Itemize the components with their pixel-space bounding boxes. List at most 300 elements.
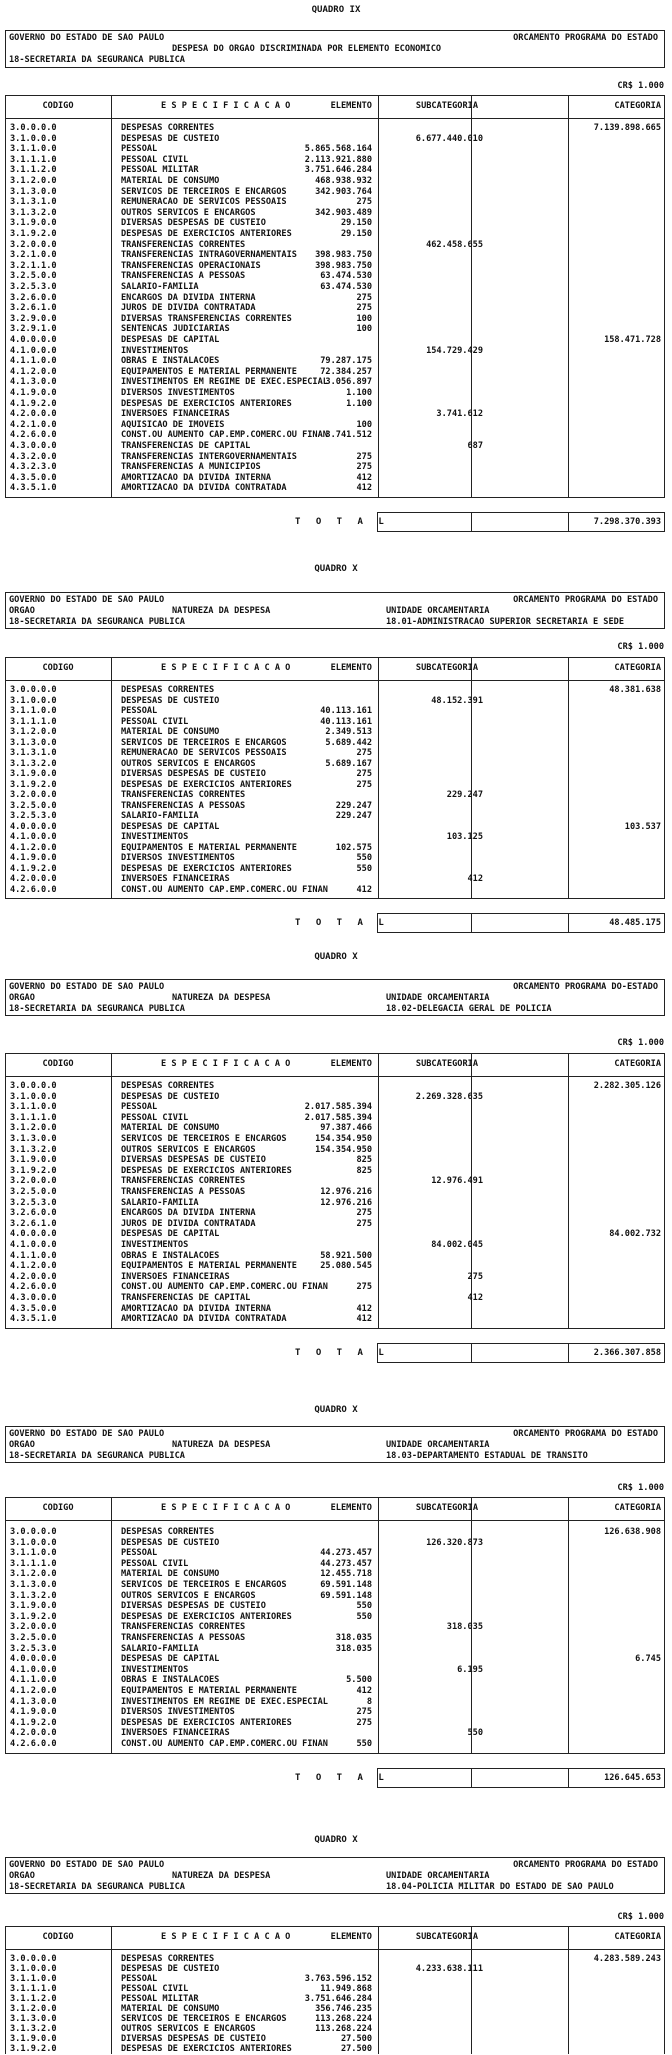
row-elemento: 113.268.224 (315, 2014, 372, 2024)
total-value: 48.485.175 (609, 918, 661, 928)
header-line2-center: NATUREZA DA DESPESA (172, 993, 271, 1003)
row-especificacao: DESPESAS DE EXERCICIOS ANTERIORES (121, 1611, 292, 1622)
row-code: 4.2.0.0.0 (10, 1271, 57, 1282)
header-line2-left: ORGAO (9, 993, 35, 1003)
row-elemento: 58.921.500 (320, 1250, 372, 1261)
row-elemento: 342.903.489 (315, 207, 372, 218)
row-subcategoria: 412 (467, 874, 483, 884)
header-line2-center: NATUREZA DA DESPESA (172, 1440, 271, 1450)
row-code: 4.2.0.0.0 (10, 874, 57, 884)
row-elemento: 3.763.596.152 (304, 1974, 372, 1984)
table-row (6, 378, 664, 388)
row-especificacao: AQUISICAO DE IMOVEIS (121, 419, 225, 430)
row-especificacao: TRANSFERENCIAS DE CAPITAL (121, 1293, 251, 1303)
row-especificacao: TRANSFERENCIAS INTERGOVERNAMENTAIS (121, 451, 297, 462)
table-row (6, 854, 664, 864)
header-line1-left: GOVERNO DO ESTADO DE SAO PAULO (9, 982, 165, 992)
header-line2-left: ORGAO (9, 606, 35, 616)
table-row (6, 1740, 664, 1750)
row-code: 3.1.1.1.0 (10, 154, 57, 165)
row-categoria: 126.638.908 (604, 1527, 661, 1537)
col-header-codigo: CODIGO (42, 101, 74, 111)
row-elemento: 398.983.750 (315, 250, 372, 261)
row-elemento: 412 (356, 483, 372, 494)
row-elemento: 5.689.167 (325, 758, 372, 769)
row-especificacao: MATERIAL DE CONSUMO (121, 727, 220, 737)
row-elemento: 40.113.161 (320, 706, 372, 716)
col-header-elemento: ELEMENTO (330, 1932, 372, 1942)
row-especificacao: INVERSOES FINANCEIRAS (121, 1728, 230, 1739)
row-code: 3.1.1.1.0 (10, 1112, 57, 1123)
row-code: 3.2.0.0.0 (10, 239, 57, 250)
row-categoria: 4.283.589.243 (593, 1954, 661, 1964)
row-code: 3.1.3.2.0 (10, 1590, 57, 1601)
row-code: 3.1.9.0.0 (10, 1155, 57, 1166)
table-row (6, 230, 664, 240)
row-code: 3.1.1.0.0 (10, 144, 57, 155)
table-row (6, 1592, 664, 1602)
header-line1-right: ORCAMENTO PROGRAMA DO ESTADO (513, 595, 658, 605)
table-row (6, 1209, 664, 1219)
total-box (377, 1343, 665, 1363)
row-code: 3.2.5.3.0 (10, 1643, 57, 1654)
header-line3-left: 18-SECRETARIA DA SEGURANCA PUBLICA (9, 55, 185, 65)
row-especificacao: TRANSFERENCIAS CORRENTES (121, 1622, 246, 1633)
header-line3-left: 18-SECRETARIA DA SEGURANCA PUBLICA (9, 1882, 185, 1892)
row-subcategoria: 103.125 (446, 832, 483, 842)
col-header-categoria: CATEGORIA (614, 1932, 661, 1942)
header-line2-right: UNIDADE ORCAMENTARIA (386, 1871, 490, 1881)
col-header-subcategoria: SUBCATEGORIA (415, 1932, 478, 1942)
col-header-subcategoria: SUBCATEGORIA (415, 1503, 478, 1513)
row-subcategoria: 3.741.612 (436, 409, 483, 420)
row-elemento: 2.017.585.394 (304, 1112, 372, 1123)
row-code: 3.1.1.0.0 (10, 1974, 57, 1984)
table-row (6, 802, 664, 812)
row-elemento: 44.273.457 (320, 1558, 372, 1569)
total-box (377, 1768, 665, 1788)
row-code: 3.1.1.1.0 (10, 1984, 57, 1994)
row-categoria: 6.745 (635, 1654, 661, 1665)
row-elemento: 275 (356, 1218, 372, 1229)
row-especificacao: PESSOAL CIVIL (121, 1558, 189, 1569)
row-subcategoria: 550 (467, 1728, 483, 1739)
row-especificacao: DESPESAS DE CUSTEIO (121, 1091, 220, 1102)
row-subcategoria: 6.677.440.010 (415, 133, 483, 144)
row-code: 3.1.9.2.0 (10, 1611, 57, 1622)
row-especificacao: PESSOAL CIVIL (121, 154, 189, 165)
table-header-row (6, 658, 664, 681)
row-especificacao: SERVICOS DE TERCEIROS E ENCARGOS (121, 737, 287, 748)
row-code: 4.2.1.0.0 (10, 419, 57, 430)
row-especificacao: JUROS DE DIVIDA CONTRATADA (121, 303, 256, 314)
table-row (6, 749, 664, 759)
table-row (6, 728, 664, 738)
row-code: 4.1.2.0.0 (10, 1261, 57, 1272)
row-code: 3.2.6.0.0 (10, 1208, 57, 1219)
table-row (6, 1103, 664, 1113)
row-especificacao: OUTROS SERVICOS E ENCARGOS (121, 2024, 256, 2034)
total-label: T O T A L (295, 1347, 389, 1358)
header-line3-right: 18.04-POLICIA MILITAR DO ESTADO DE SAO PAULO (386, 1882, 614, 1892)
row-code: 3.1.3.0.0 (10, 186, 57, 197)
row-code: 4.1.2.0.0 (10, 842, 57, 853)
row-elemento: 275 (356, 1208, 372, 1219)
row-elemento: 63.474.530 (320, 282, 372, 292)
table-row (6, 1167, 664, 1177)
table-row (6, 177, 664, 187)
table-header-row (6, 96, 664, 119)
table-row (6, 1124, 664, 1134)
row-code: 4.1.9.0.0 (10, 1707, 57, 1718)
currency-unit: CR$ 1.000 (617, 1912, 664, 1922)
row-code: 3.1.1.2.0 (10, 165, 57, 176)
row-especificacao: PESSOAL CIVIL (121, 1112, 189, 1123)
expense-table (5, 95, 665, 498)
row-elemento: 275 (356, 1717, 372, 1728)
table-row (6, 1273, 664, 1283)
row-code: 4.3.0.0.0 (10, 441, 57, 451)
report-header (5, 979, 665, 1016)
row-code: 3.0.0.0.0 (10, 1081, 57, 1091)
currency-unit: CR$ 1.000 (617, 1483, 664, 1493)
row-elemento: 550 (356, 1739, 372, 1749)
row-subcategoria: 412 (467, 1293, 483, 1303)
table-row (6, 347, 664, 357)
row-elemento: 275 (356, 1282, 372, 1293)
row-elemento: 275 (356, 1707, 372, 1718)
row-elemento: 3.056.897 (325, 377, 372, 388)
row-especificacao: DESPESAS DE CUSTEIO (121, 1537, 220, 1548)
table-row (6, 1252, 664, 1262)
row-especificacao: DIVERSAS DESPESAS DE CUSTEIO (121, 1601, 266, 1612)
table-row (6, 1666, 664, 1676)
row-elemento: 100 (356, 324, 372, 335)
row-elemento: 12.976.216 (320, 1197, 372, 1208)
row-code: 4.2.6.0.0 (10, 430, 57, 441)
row-especificacao: INVERSOES FINANCEIRAS (121, 1271, 230, 1282)
row-especificacao: DIVERSOS INVESTIMENTOS (121, 1707, 235, 1718)
row-code: 4.1.3.0.0 (10, 377, 57, 388)
header-line3-right: 18.03-DEPARTAMENTO ESTADUAL DE TRANSITO (386, 1451, 588, 1461)
header-line1-left: GOVERNO DO ESTADO DE SAO PAULO (9, 1429, 165, 1439)
row-elemento: 72.384.257 (320, 366, 372, 377)
row-especificacao: DESPESAS CORRENTES (121, 685, 215, 695)
table-row (6, 1613, 664, 1623)
row-especificacao: DESPESAS DE CAPITAL (121, 335, 220, 345)
row-elemento: 69.591.148 (320, 1590, 372, 1601)
row-especificacao: INVERSOES FINANCEIRAS (121, 409, 230, 420)
row-code: 3.1.1.1.0 (10, 1558, 57, 1569)
total-divider (568, 1344, 569, 1362)
row-elemento: 2.017.585.394 (304, 1102, 372, 1113)
total-label: T O T A L (295, 517, 389, 527)
row-especificacao: CONST.OU AUMENTO CAP.EMP.COMERC.OU FINAN (121, 884, 328, 895)
table-row (6, 760, 664, 770)
quadro-title: QUADRO IX (311, 5, 361, 15)
row-especificacao: PESSOAL CIVIL (121, 716, 189, 727)
row-code: 4.2.0.0.0 (10, 409, 57, 420)
row-code: 3.1.0.0.0 (10, 1537, 57, 1548)
row-especificacao: DESPESAS CORRENTES (121, 1081, 215, 1091)
row-especificacao: TRANSFERENCIAS OPERACIONAIS (121, 260, 261, 271)
total-box (377, 913, 665, 933)
row-especificacao: AMORTIZACAO DA DIVIDA INTERNA (121, 1303, 272, 1314)
row-elemento: 412 (356, 1314, 372, 1325)
row-especificacao: TRANSFERENCIAS A PESSOAS (121, 1633, 246, 1643)
row-especificacao: SERVICOS DE TERCEIROS E ENCARGOS (121, 1580, 287, 1590)
row-elemento: 154.354.950 (315, 1144, 372, 1155)
table-row (6, 368, 664, 378)
row-especificacao: TRANSFERENCIAS CORRENTES (121, 790, 246, 800)
row-especificacao: REMUNERACAO DE SERVICOS PESSOAIS (121, 748, 287, 758)
table-row (6, 718, 664, 728)
row-especificacao: CONST.OU AUMENTO CAP.EMP.COMERC.OU FINAN (121, 430, 328, 441)
table-row (6, 241, 664, 251)
table-row (6, 1093, 664, 1103)
row-code: 3.1.2.0.0 (10, 2004, 57, 2014)
row-code: 3.2.5.0.0 (10, 271, 57, 282)
table-row (6, 421, 664, 431)
row-especificacao: DESPESAS DE EXERCICIOS ANTERIORES (121, 2044, 292, 2054)
row-elemento: 29.150 (340, 229, 372, 239)
row-code: 3.1.2.0.0 (10, 176, 57, 186)
col-header-elemento: ELEMENTO (330, 663, 372, 673)
row-elemento: 550 (356, 1601, 372, 1612)
row-especificacao: DESPESAS DE CAPITAL (121, 1229, 220, 1240)
row-elemento: 550 (356, 853, 372, 863)
row-especificacao: DESPESAS DE EXERCICIOS ANTERIORES (121, 863, 292, 874)
row-elemento: 25.080.545 (320, 1261, 372, 1272)
col-header-codigo: CODIGO (42, 1932, 74, 1942)
table-row (6, 1539, 664, 1549)
row-elemento: 356.746.235 (315, 2004, 372, 2014)
row-especificacao: SERVICOS DE TERCEIROS E ENCARGOS (121, 2014, 287, 2024)
row-elemento: 468.938.932 (315, 176, 372, 186)
row-especificacao: DIVERSAS TRANSFERENCIAS CORRENTES (121, 313, 292, 324)
row-subcategoria: 462.458.655 (426, 239, 483, 250)
row-especificacao: SALARIO-FAMILIA (121, 1197, 199, 1208)
row-especificacao: DESPESAS DE CUSTEIO (121, 133, 220, 144)
row-elemento: 100 (356, 313, 372, 324)
row-code: 4.1.9.0.0 (10, 388, 57, 398)
table-row (6, 400, 664, 410)
row-especificacao: CONST.OU AUMENTO CAP.EMP.COMERC.OU FINAN (121, 1739, 328, 1749)
table-row (6, 1188, 664, 1198)
report-header (5, 1857, 665, 1894)
row-subcategoria: 84.002.045 (431, 1240, 483, 1250)
table-row (6, 1146, 664, 1156)
row-especificacao: SENTENCAS JUDICIARIAS (121, 324, 230, 335)
table-row (6, 823, 664, 833)
row-especificacao: REMUNERACAO DE SERVICOS PESSOAIS (121, 197, 287, 208)
row-code: 3.2.0.0.0 (10, 1176, 57, 1187)
table-row (6, 135, 664, 145)
table-row (6, 484, 664, 494)
col-header-categoria: CATEGORIA (614, 101, 661, 111)
row-elemento: 275 (356, 748, 372, 758)
row-code: 3.1.3.1.0 (10, 197, 57, 208)
row-code: 3.1.1.0.0 (10, 706, 57, 716)
table-row (6, 1305, 664, 1315)
row-elemento: 102.575 (335, 842, 372, 853)
row-elemento: 412 (356, 472, 372, 483)
expense-table (5, 1053, 665, 1329)
row-code: 3.1.3.1.0 (10, 748, 57, 758)
row-elemento: 412 (356, 1686, 372, 1696)
row-especificacao: INVESTIMENTOS EM REGIME DE EXEC.ESPECIAL (121, 1696, 328, 1707)
row-code: 4.0.0.0.0 (10, 1654, 57, 1665)
row-code: 4.1.1.0.0 (10, 1675, 57, 1686)
row-especificacao: AMORTIZACAO DA DIVIDA CONTRATADA (121, 1314, 287, 1325)
table-row (6, 844, 664, 854)
row-elemento: 79.287.175 (320, 356, 372, 367)
table-row (6, 1623, 664, 1633)
header-line2-right: UNIDADE ORCAMENTARIA (386, 1440, 490, 1450)
row-elemento: 3.741.512 (325, 430, 372, 441)
row-code: 4.3.5.0.0 (10, 1303, 57, 1314)
row-especificacao: EQUIPAMENTOS E MATERIAL PERMANENTE (121, 366, 297, 377)
expense-table (5, 1926, 665, 2054)
row-especificacao: OUTROS SERVICOS E ENCARGOS (121, 758, 256, 769)
row-code: 4.1.2.0.0 (10, 366, 57, 377)
row-especificacao: ENCARGOS DA DIVIDA INTERNA (121, 1208, 256, 1219)
table-row (6, 697, 664, 707)
table-row (6, 124, 664, 134)
table-row (6, 781, 664, 791)
col-header-categoria: CATEGORIA (614, 663, 661, 673)
table-row (6, 188, 664, 198)
row-elemento: 12.976.216 (320, 1187, 372, 1197)
row-code: 3.1.2.0.0 (10, 1569, 57, 1580)
row-especificacao: SALARIO-FAMILIA (121, 1643, 199, 1654)
row-code: 3.2.1.1.0 (10, 260, 57, 271)
row-code: 4.1.0.0.0 (10, 1664, 57, 1675)
table-row (6, 389, 664, 399)
table-row (6, 1676, 664, 1686)
row-elemento: 398.983.750 (315, 260, 372, 271)
row-categoria: 2.282.305.126 (593, 1081, 661, 1091)
row-subcategoria: 229.247 (446, 790, 483, 800)
report-header (5, 30, 665, 68)
row-code: 4.3.5.0.0 (10, 472, 57, 483)
total-divider (471, 513, 472, 531)
header-line2-center: NATUREZA DA DESPESA (172, 606, 271, 616)
row-especificacao: DIVERSAS DESPESAS DE CUSTEIO (121, 218, 266, 229)
row-elemento: 275 (356, 451, 372, 462)
row-elemento: 275 (356, 462, 372, 473)
row-subcategoria: 126.320.873 (426, 1537, 483, 1548)
header-line1-right: ORCAMENTO PROGRAMA DO ESTADO (513, 1429, 658, 1439)
row-elemento: 40.113.161 (320, 716, 372, 727)
row-categoria: 103.537 (624, 821, 661, 832)
header-line1-left: GOVERNO DO ESTADO DE SAO PAULO (9, 1860, 165, 1870)
row-code: 3.2.1.0.0 (10, 250, 57, 261)
row-especificacao: DIVERSAS DESPESAS DE CUSTEIO (121, 2034, 266, 2044)
row-code: 3.1.3.0.0 (10, 1134, 57, 1144)
row-especificacao: TRANSFERENCIAS DE CAPITAL (121, 441, 251, 451)
currency-unit: CR$ 1.000 (617, 1038, 664, 1048)
row-especificacao: TRANSFERENCIAS A PESSOAS (121, 271, 246, 282)
table-row (6, 272, 664, 282)
header-line3-left: 18-SECRETARIA DA SEGURANCA PUBLICA (9, 617, 185, 627)
row-especificacao: DIVERSOS INVESTIMENTOS (121, 853, 235, 863)
table-row (6, 739, 664, 749)
row-categoria: 48.381.638 (609, 685, 661, 695)
row-subcategoria: 4.233.638.111 (415, 1964, 483, 1974)
header-line3-left: 18-SECRETARIA DA SEGURANCA PUBLICA (9, 1451, 185, 1461)
row-elemento: 154.354.950 (315, 1134, 372, 1144)
row-especificacao: PESSOAL (121, 1974, 158, 1984)
row-subcategoria: 48.152.391 (431, 695, 483, 706)
row-code: 3.2.5.3.0 (10, 282, 57, 292)
row-elemento: 63.474.530 (320, 271, 372, 282)
table-row (6, 865, 664, 875)
row-elemento: 5.500 (346, 1675, 372, 1686)
table-row (6, 791, 664, 801)
row-especificacao: SERVICOS DE TERCEIROS E ENCARGOS (121, 1134, 287, 1144)
row-categoria: 158.471.728 (604, 335, 661, 345)
row-code: 3.2.0.0.0 (10, 790, 57, 800)
col-header-elemento: ELEMENTO (330, 101, 372, 111)
row-code: 3.1.9.2.0 (10, 2044, 57, 2054)
row-code: 3.2.5.0.0 (10, 1187, 57, 1197)
row-elemento: 11.949.868 (320, 1984, 372, 1994)
row-especificacao: TRANSFERENCIAS CORRENTES (121, 239, 246, 250)
row-subcategoria: 12.976.491 (431, 1176, 483, 1187)
row-elemento: 275 (356, 303, 372, 314)
table-row (6, 410, 664, 420)
row-code: 4.2.6.0.0 (10, 884, 57, 895)
row-code: 4.1.2.0.0 (10, 1686, 57, 1696)
row-especificacao: SERVICOS DE TERCEIROS E ENCARGOS (121, 186, 287, 197)
row-especificacao: PESSOAL MILITAR (121, 1994, 199, 2004)
row-code: 3.1.1.0.0 (10, 1548, 57, 1559)
table-row (6, 262, 664, 272)
report-header (5, 1426, 665, 1463)
row-code: 4.1.0.0.0 (10, 832, 57, 842)
table-row (6, 145, 664, 155)
row-especificacao: DESPESAS DE EXERCICIOS ANTERIORES (121, 229, 292, 239)
row-especificacao: DESPESAS DE EXERCICIOS ANTERIORES (121, 779, 292, 790)
table-row (6, 1114, 664, 1124)
col-header-especificacao: E S P E C I F I C A C A O (161, 663, 291, 673)
table-row (6, 2045, 664, 2055)
row-especificacao: DESPESAS DE EXERCICIOS ANTERIORES (121, 1165, 292, 1176)
table-row (6, 1315, 664, 1325)
col-header-codigo: CODIGO (42, 663, 74, 673)
row-elemento: 5.689.442 (325, 737, 372, 748)
row-code: 3.1.3.2.0 (10, 758, 57, 769)
row-especificacao: EQUIPAMENTOS E MATERIAL PERMANENTE (121, 842, 297, 853)
row-especificacao: DESPESAS DE EXERCICIOS ANTERIORES (121, 398, 292, 409)
row-especificacao: PESSOAL MILITAR (121, 165, 199, 176)
row-code: 3.1.3.0.0 (10, 1580, 57, 1590)
row-especificacao: DIVERSAS DESPESAS DE CUSTEIO (121, 1155, 266, 1166)
row-elemento: 342.903.764 (315, 186, 372, 197)
header-line2-right: UNIDADE ORCAMENTARIA (386, 606, 490, 616)
row-especificacao: MATERIAL DE CONSUMO (121, 2004, 220, 2014)
table-row (6, 1560, 664, 1570)
col-header-elemento: ELEMENTO (330, 1059, 372, 1069)
table-row (6, 1687, 664, 1697)
row-code: 3.1.3.0.0 (10, 737, 57, 748)
table-row (6, 294, 664, 304)
row-especificacao: DESPESAS CORRENTES (121, 1527, 215, 1537)
row-elemento: 1.100 (346, 388, 372, 398)
row-especificacao: PESSOAL (121, 1548, 158, 1559)
table-row (6, 1082, 664, 1092)
